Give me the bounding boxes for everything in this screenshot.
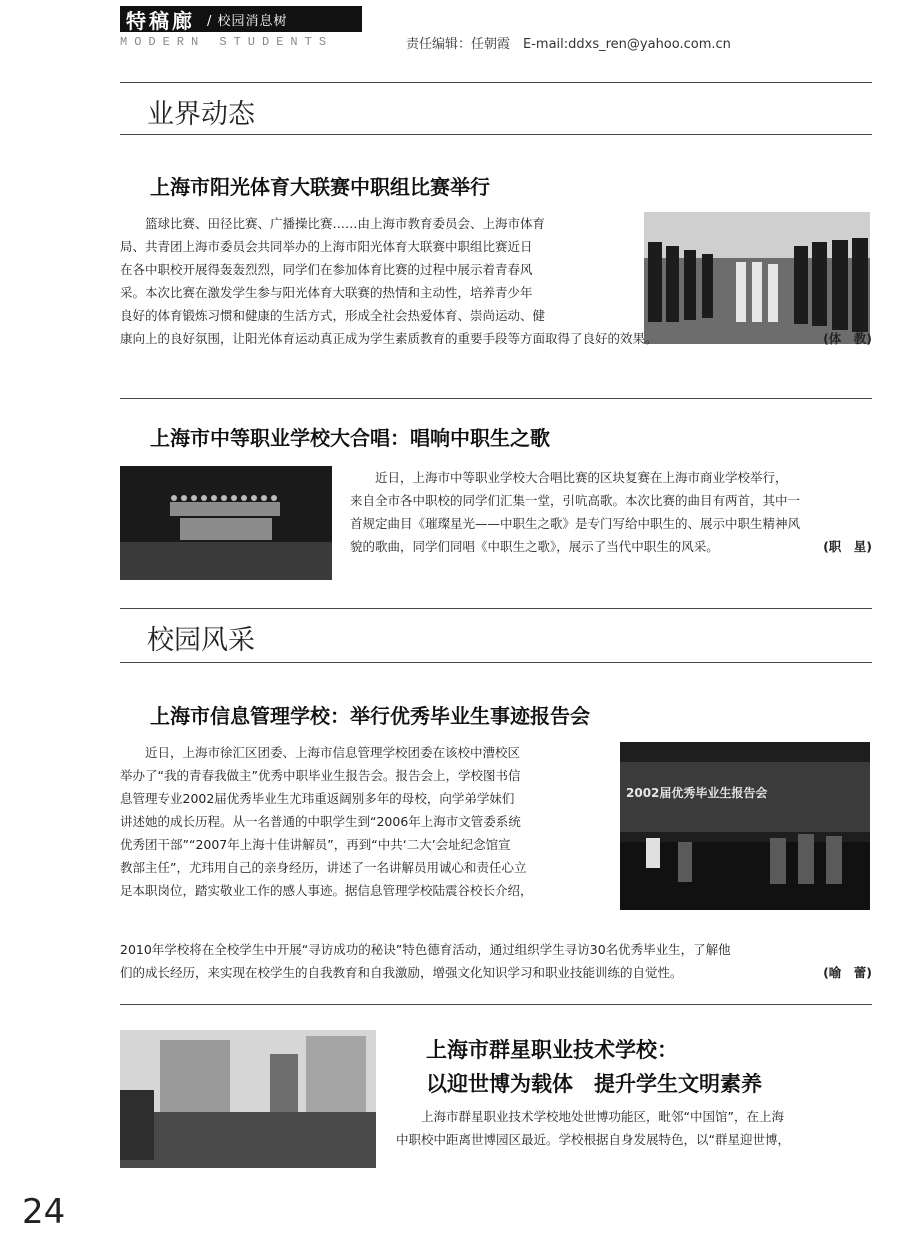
- section-rule-top: [120, 608, 872, 609]
- body-line: 在各中职校开展得轰轰烈烈，同学们在参加体育比赛的过程中展示着青春风: [120, 262, 533, 277]
- body-line: 教部主任”，尤玮用自己的亲身经历，讲述了一名讲解员用诚心和责任心立: [120, 860, 527, 875]
- body-line: 2010年学校将在全校学生中开展“寻访成功的秘诀”特色德育活动，通过组织学生寻访30名优秀毕业生，了解他: [120, 942, 731, 957]
- body-line: 近日，上海市中等职业学校大合唱比赛的区块复赛在上海市商业学校举行，: [375, 470, 788, 485]
- body-line: 康向上的良好氛围，让阳光体育运动真正成为学生素质教育的重要手段等方面取得了良好的效果。: [120, 331, 658, 346]
- article-body-info-school: [120, 741, 612, 902]
- body-line: 采。本次比赛在激发学生参与阳光体育大联赛的热情和主动性，培养青少年: [120, 285, 533, 300]
- author-signature: (喻 蕾): [823, 965, 872, 980]
- author-signature: (职 星): [823, 539, 872, 554]
- section-heading-campus: 校园风采: [147, 625, 255, 656]
- article-body-info-school-end: [120, 938, 872, 984]
- article-divider: [120, 1004, 872, 1005]
- article-title-qunxing-line1: 上海市群星职业技术学校：: [426, 1037, 678, 1062]
- photo-report-meeting: [620, 742, 870, 910]
- body-line: 息管理专业2002届优秀毕业生尤玮重返阔别多年的母校，向学弟学妹们: [120, 791, 515, 806]
- column-header: [120, 6, 362, 32]
- photo-school-gate: [120, 1030, 376, 1168]
- body-line: 局、共青团上海市委员会共同举办的上海市阳光体育大联赛中职组比赛近日: [120, 239, 533, 254]
- body-line: 首规定曲目《璀璨星光——中职生之歌》是专门写给中职生的、展示中职生精神风: [350, 516, 801, 531]
- column-name: 特稿廊: [126, 8, 195, 33]
- body-line: 上海市群星职业技术学校地处世博功能区，毗邻“中国馆”，在上海: [421, 1109, 784, 1124]
- article-title-sunshine-sports: 上海市阳光体育大联赛中职组比赛举行: [150, 175, 490, 199]
- body-line: 讲述她的成长历程。从一名普通的中职学生到“2006年上海市文管委系统: [120, 814, 521, 829]
- body-line: 篮球比赛、田径比赛、广播操比赛……由上海市教育委员会、上海市体育: [145, 216, 546, 231]
- section-rule-bottom: [120, 662, 872, 663]
- body-line: 举办了“我的青春我做主”优秀中职毕业生报告会。报告会上，学校图书信: [120, 768, 521, 783]
- article-body-qunxing: [396, 1105, 872, 1151]
- article-title-qunxing-line2: 以迎世博为载体 提升学生文明素养: [426, 1071, 762, 1096]
- article-body-sunshine-sports: [120, 212, 636, 327]
- body-line: 足本职岗位，踏实敬业工作的感人事迹。据信息管理学校陆震谷校长介绍，: [120, 883, 533, 898]
- section-rule-top: [120, 82, 872, 83]
- article-title-info-school: 上海市信息管理学校：举行优秀毕业生事迹报告会: [150, 704, 590, 728]
- column-subname: / 校园消息树: [207, 13, 288, 29]
- body-line: 们的成长经历，来实现在校学生的自我教育和自我激励，增强文化知识学习和职业技能训练的自觉性。: [120, 965, 683, 980]
- editor-line: 责任编辑：任朝霞 E-mail:ddxs_ren@yahoo.com.cn: [406, 37, 731, 52]
- article-divider: [120, 398, 872, 399]
- section-heading-industry: 业界动态: [147, 99, 255, 130]
- page-number: 24: [22, 1192, 66, 1232]
- body-line: 貌的歌曲，同学们同唱《中职生之歌》，展示了当代中职生的风采。: [350, 539, 719, 554]
- photo-sports-lineup: [644, 212, 870, 344]
- section-rule-bottom: [120, 134, 872, 135]
- article-title-chorus: 上海市中等职业学校大合唱：唱响中职生之歌: [150, 426, 550, 450]
- body-line: 近日，上海市徐汇区团委、上海市信息管理学校团委在该校中漕校区: [145, 745, 521, 760]
- article-body-chorus: [350, 466, 872, 558]
- photo-chorus-stage: [120, 466, 332, 580]
- article-body-sunshine-sports-last: [120, 327, 872, 350]
- body-line: 优秀团干部”“2007年上海十佳讲解员”，再到“中共‘二大’会址纪念馆宣: [120, 837, 511, 852]
- body-line: 来自全市各中职校的同学们汇集一堂，引吭高歌。本次比赛的曲目有两首，其中一: [350, 493, 801, 508]
- body-line: 中职校中距离世博园区最近。学校根据自身发展特色，以“群星迎世博，: [396, 1132, 790, 1147]
- body-line: 良好的体育锻炼习惯和健康的生活方式，形成全社会热爱体育、崇尚运动、健: [120, 308, 546, 323]
- photo-banner-text: 2002届优秀毕业生报告会: [626, 786, 768, 800]
- magazine-english-name: MODERN STUDENTS: [120, 35, 334, 49]
- author-signature: (体 教): [823, 331, 872, 346]
